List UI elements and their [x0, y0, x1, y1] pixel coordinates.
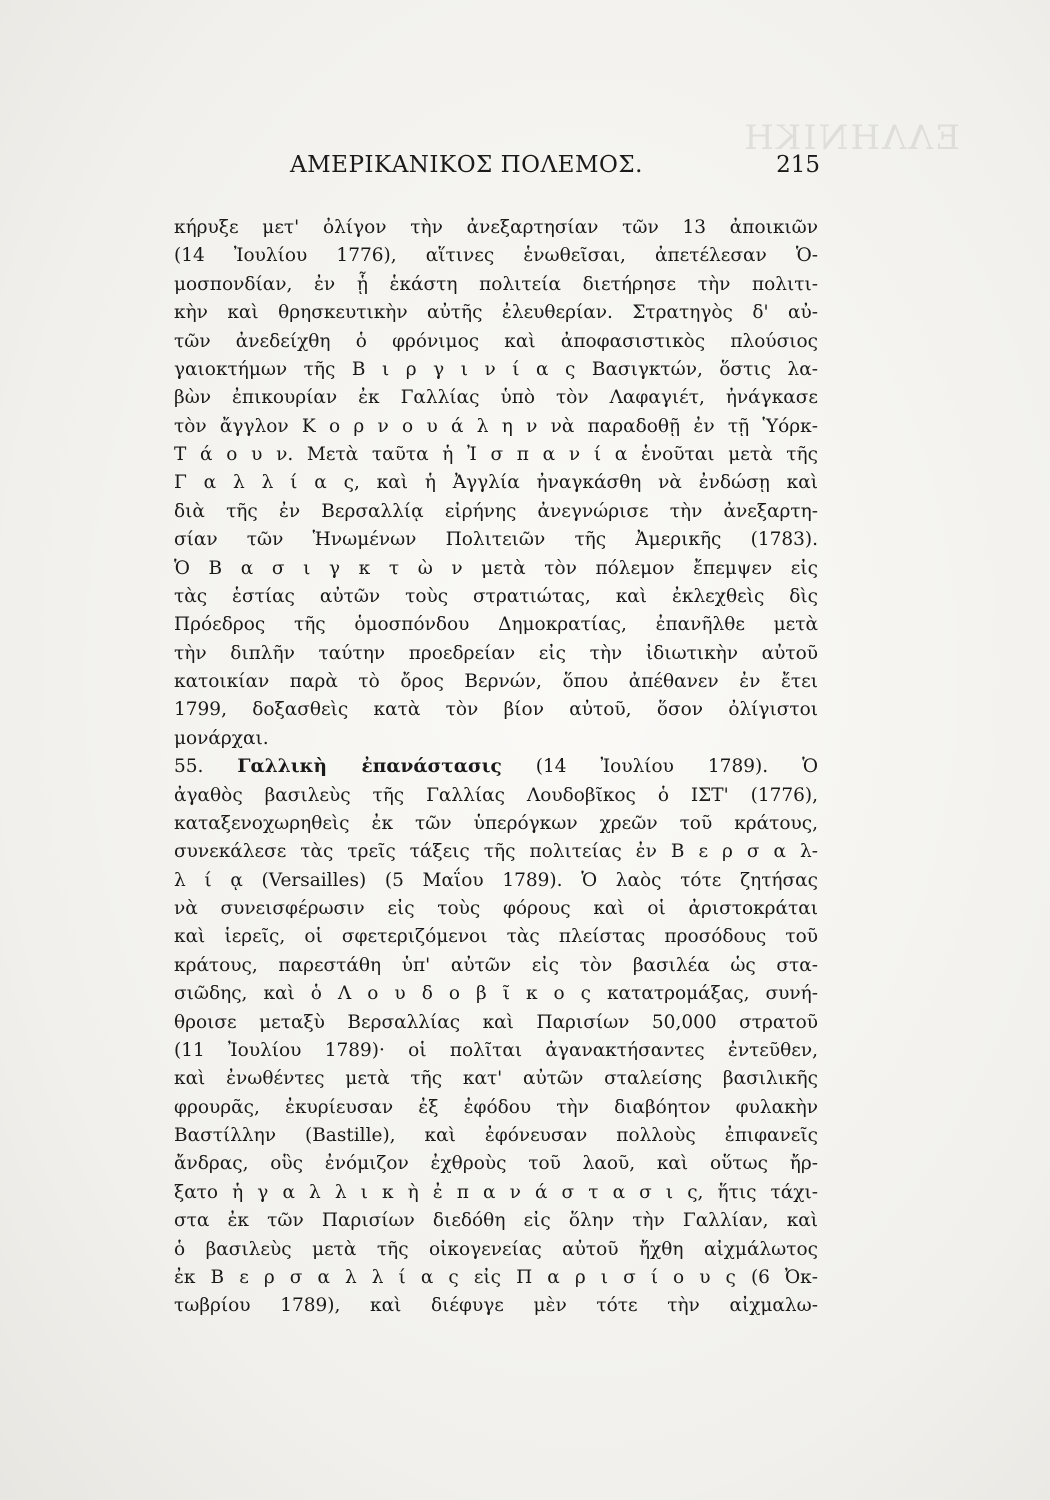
text-line: Τ ά ο υ ν. Μετὰ ταῦτα ἡ Ἰ σ π α ν ί α ἑνοῦται μετὰ τῆς [174, 444, 818, 465]
text-line: Γ α λ λ ί α ς, καὶ ἡ Ἀγγλία ἠναγκάσθη νὰ ἐνδώσῃ καὶ [174, 472, 818, 494]
section-title: Γαλλικὴ ἐπανάστασις [237, 756, 502, 778]
text-line: (14 Ἰουλίου 1776), αἵτινες ἑνωθεῖσαι, ἀπετέλεσαν Ὁ- [174, 245, 818, 267]
text-line: θροισε μεταξὺ Βερσαλλίας καὶ Παρισίων 50,000 στρατοῦ [174, 1011, 818, 1033]
text-line: συνεκάλεσε τὰς τρεῖς τάξεις τῆς πολιτείας ἐν Β ε ρ σ α λ- [174, 841, 818, 863]
text-line: κὴν καὶ θρησκευτικὴν αὐτῆς ἐλευθερίαν. Στρατηγὸς δ' αὐ- [174, 302, 818, 324]
text-line: τὴν διπλῆν ταύτην προεδρείαν εἰς τὴν ἰδιωτικὴν αὐτοῦ [174, 642, 818, 664]
text-line: ἐκ Β ε ρ σ α λ λ ί α ς εἰς Π α ρ ι σ ί ο υ ς (6 Ὀκ- [174, 1266, 818, 1288]
text-line: Ὁ Β α σ ι γ κ τ ὼ ν μετὰ τὸν πόλεμον ἔπεμψεν εἰς [174, 557, 818, 579]
text-line: διὰ τῆς ἐν Βερσαλλίᾳ εἰρήνης ἀνεγνώρισε τὴν ἀνεξαρτη- [174, 500, 818, 522]
text-line: Πρόεδρος τῆς ὁμοσπόνδου Δημοκρατίας, ἐπανῆλθε μετὰ [174, 614, 818, 636]
text-line: ξατο ἡ γ α λ λ ι κ ὴ ἐ π α ν ά σ τ α σ ι ς, ἥτις τάχι- [174, 1181, 818, 1203]
text-line: ἄνδρας, οὓς ἐνόμιζον ἐχθροὺς τοῦ λαοῦ, καὶ οὕτως ἤρ- [174, 1153, 818, 1175]
text-line: φρουρᾶς, ἐκυρίευσαν ἐξ ἐφόδου τὴν διαβόητον φυλακὴν [174, 1096, 818, 1118]
text-line: στα ἐκ τῶν Παρισίων διεδόθη εἰς ὅλην τὴν Γαλλίαν, καὶ [174, 1210, 818, 1232]
text-line: σίαν τῶν Ἡνωμένων Πολιτειῶν τῆς Ἀμερικῆς (1783). [174, 529, 818, 551]
text-line: νὰ συνεισφέρωσιν εἰς τοὺς φόρους καὶ οἱ ἀριστοκράται [174, 898, 818, 919]
text-line: τὰς ἑστίας αὐτῶν τοὺς στρατιώτας, καὶ ἐκλεχθεὶς δὶς [174, 585, 818, 607]
text-line: 1799, δοξασθεὶς κατὰ τὸν βίον αὐτοῦ, ὅσον ὀλίγιστοι [174, 699, 818, 721]
text-line: καταξενοχωρηθεὶς ἐκ τῶν ὑπερόγκων χρεῶν τοῦ κράτους, [174, 812, 818, 834]
text-line: μοσπονδίαν, ἐν ᾗ ἑκάστη πολιτεία διετήρησε τὴν πολιτι- [174, 273, 818, 295]
text-line: (11 Ἰουλίου 1789)· οἱ πολῖται ἀγανακτήσαντες ἐντεῦθεν, [174, 1039, 818, 1061]
text-line: λ ί ᾳ (Versailles) (5 Μαΐου 1789). Ὁ λαὸς τότε ζητήσας [174, 869, 818, 891]
text-line: κατοικίαν παρὰ τὸ ὄρος Βερνών, ὅπου ἀπέθανεν ἐν ἔτει [174, 671, 818, 692]
text-line: κήρυξε μετ' ὀλίγον τὴν ἀνεξαρτησίαν τῶν 13 ἀποικιῶν [174, 217, 818, 238]
text-line: τωβρίου 1789), καὶ διέφυγε μὲν τότε τὴν αἰχμαλω- [174, 1295, 818, 1317]
text-line: καὶ ἱερεῖς, οἱ σφετεριζόμενοι τὰς πλείστας προσόδους τοῦ [174, 926, 818, 948]
text-line: βὼν ἐπικουρίαν ἐκ Γαλλίας ὑπὸ τὸν Λαφαγιέτ, ἠνάγκασε [174, 387, 818, 409]
header-title: ΑΜΕΡΙΚΑΝΙΚΟΣ ΠΟΛΕΜΟΣ. [290, 152, 643, 178]
section-heading-line: 55. Γαλλικὴ ἐπανάστασις (14 Ἰουλίου 1789). Ὁ [174, 756, 818, 778]
text-line: τῶν ἀνεδείχθη ὁ φρόνιμος καὶ ἀποφασιστικὸς πλούσιος [174, 330, 818, 352]
text-line: γαιοκτήμων τῆς Β ι ρ γ ι ν ί α ς Βασιγκτών, ὅστις λα- [174, 358, 818, 380]
text-line: μονάρχαι. [174, 727, 269, 749]
page-number: 215 [776, 152, 820, 178]
text-line: καὶ ἐνωθέντες μετὰ τῆς κατ' αὐτῶν σταλείσης βασιλικῆς [174, 1068, 818, 1090]
text-line: Βαστίλλην (Bastille), καὶ ἐφόνευσαν πολλοὺς ἐπιφανεῖς [174, 1125, 818, 1146]
text-line: κράτους, παρεστάθη ὑπ' αὐτῶν εἰς τὸν βασιλέα ὡς στα- [174, 954, 818, 976]
text-line: τὸν ἄγγλον Κ ο ρ ν ο υ ά λ η ν νὰ παραδοθῇ ἐν τῇ Ὑόρκ- [174, 415, 818, 437]
text-line: ὁ βασιλεὺς μετὰ τῆς οἰκογενείας αὐτοῦ ἤχθη αἰχμάλωτος [174, 1238, 818, 1260]
bleed-through-shadow: ΕΛΛΗΝΙΚΗ [742, 118, 960, 158]
running-header [290, 152, 820, 188]
text-line: σιῶδης, καὶ ὁ Λ ο υ δ ο β ῖ κ ο ς κατατρομάξας, συνή- [174, 983, 818, 1005]
body-text [174, 214, 818, 1321]
text-line: ἀγαθὸς βασιλεὺς τῆς Γαλλίας Λουδοβῖκος ὁ ΙΣΤ' (1776), [174, 784, 818, 806]
